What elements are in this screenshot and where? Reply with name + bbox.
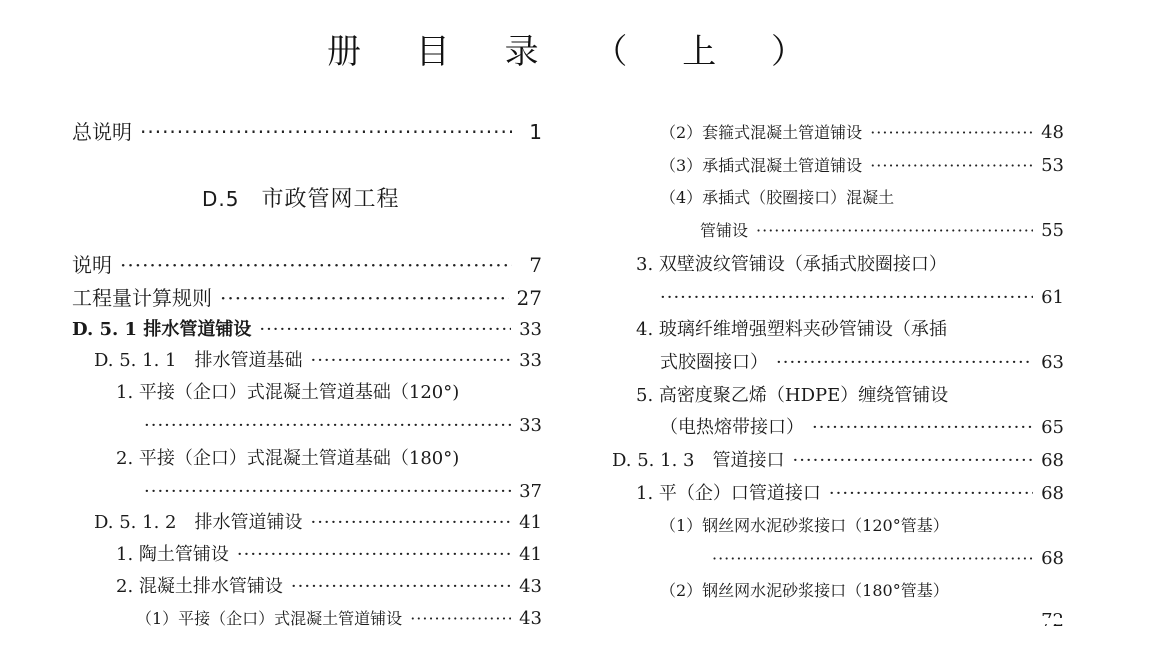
toc-entry-text: （2）钢丝网水泥砂浆接口（180°管基） [660,581,949,600]
toc-entry-text: （电热熔带接口） [660,417,804,438]
toc-leader-dots [144,477,511,507]
toc-page-number: 41 [519,512,542,533]
toc-page-number: 43 [519,608,542,629]
toc-leader-dots [259,315,511,345]
toc-entry-notes [72,250,542,280]
toc-entry-text: D. 5. 1. 1 排水管道基础 [94,350,303,371]
toc-entry-d513 [612,446,1064,476]
toc-entry-flat-joint-interface [636,479,1064,509]
toc-page-number: 33 [519,319,542,340]
toc-page-number: 1 [529,120,542,144]
toc-entry-mesh-120 [660,511,1064,541]
toc-page-number: 33 [519,415,542,436]
section-code: D.5 [202,187,240,211]
toc-entry-text: 2. 平接（企口）式混凝土管道基础（180°) [116,448,460,469]
toc-leader-dots [310,346,511,376]
toc-page-number: 68 [1041,548,1064,569]
toc-entry-text: D. 5. 1 排水管道铺设 [72,319,252,340]
toc-entry-text: D. 5. 1. 3 管道接口 [612,450,785,471]
toc-leader-dots [220,283,509,313]
toc-leader-dots [829,479,1033,509]
toc-leader-dots [870,151,1033,181]
toc-entry-concrete-pipe [116,572,542,602]
toc-entry-text: D. 5. 1. 2 排水管道铺设 [94,512,303,533]
toc-page-number: 55 [1041,220,1064,241]
toc-leader-dots [660,283,1033,313]
toc-entry-sleeve [660,118,1064,148]
toc-entry-base-180-page [116,477,542,507]
toc-leader-dots [410,604,511,634]
section-title: 市政管网工程 [261,187,400,212]
toc-entry-text: 说明 [72,253,112,277]
section-heading [202,182,502,213]
toc-entry-d51 [72,315,542,345]
toc-entry-flat-joint [136,604,542,634]
toc-leader-dots [144,411,511,441]
toc-entry-base-180 [116,444,542,474]
toc-entry-text: 1. 平（企）口管道接口 [636,483,821,504]
toc-entry-d512 [94,508,542,538]
toc-entry-base-120-page [116,411,542,441]
toc-entry-text: 2. 混凝土排水管铺设 [116,576,283,597]
toc-entry-text: 1. 陶土管铺设 [116,544,229,565]
toc-entry-text: 4. 玻璃纤维增强塑料夹砂管铺设（承插 [636,319,947,340]
toc-entry-hdpe-2 [660,413,1064,443]
toc-leader-dots [870,118,1033,148]
toc-leader-dots [140,117,512,147]
toc-page-number: 63 [1041,352,1064,373]
toc-entry-text: （2）套箍式混凝土管道铺设 [660,123,863,142]
toc-entry-general-notes [72,117,542,147]
toc-page-number: 65 [1041,417,1064,438]
toc-entry-d511 [94,346,542,376]
toc-page-number: 27 [516,286,542,310]
toc-page-number: 68 [1041,483,1064,504]
toc-entry-socket [660,151,1064,181]
toc-entry-hdpe [636,381,1064,411]
toc-entry-grp-pipe [636,315,1064,345]
toc-page-number: 7 [529,253,542,277]
toc-entry-rules [72,283,542,313]
toc-entry-text: 式胶圈接口） [660,352,768,373]
toc-leader-dots [291,572,511,602]
toc-entry-clay-pipe [116,540,542,570]
toc-entry-rubber-ring [660,183,1064,213]
toc-entry-mesh-120-page [712,544,1064,574]
toc-entry-text: 工程量计算规则 [72,286,212,310]
toc-entry-text: 1. 平接（企口）式混凝土管道基础（120°) [116,382,460,403]
toc-page-number: 68 [1041,450,1064,471]
toc-entry-text: 总说明 [72,120,132,144]
toc-entry-double-wall [636,250,1064,280]
toc-leader-dots [776,348,1033,378]
scan-crop-edge [612,618,1072,624]
toc-page-number: 37 [519,481,542,502]
toc-entry-text: （1）钢丝网水泥砂浆接口（120°管基） [660,516,949,535]
toc-entry-text: 管铺设 [700,221,749,240]
toc-page-number: 61 [1041,287,1064,308]
toc-leader-dots [756,216,1033,246]
toc-leader-dots [812,413,1033,443]
toc-entry-base-120 [116,378,542,408]
toc-leader-dots [120,250,512,280]
toc-page-number: 41 [519,544,542,565]
toc-page-number: 43 [519,576,542,597]
toc-page-number: 33 [519,350,542,371]
toc-entry-text: （4）承插式（胶圈接口）混凝土 [660,188,895,207]
toc-page-number: 48 [1041,122,1064,143]
toc-entry-mesh-180 [660,576,1064,606]
toc-entry-text: 5. 高密度聚乙烯（HDPE）缠绕管铺设 [636,385,949,406]
toc-entry-double-wall-page [660,283,1064,313]
toc-leader-dots [237,540,511,570]
toc-entry-text: （3）承插式混凝土管道铺设 [660,156,863,175]
toc-leader-dots [310,508,511,538]
toc-entry-rubber-ring-2 [700,216,1064,246]
toc-entry-text: （1）平接（企口）式混凝土管道铺设 [136,609,403,628]
toc-leader-dots [792,446,1033,476]
toc-leader-dots [712,544,1033,574]
toc-entry-text: 3. 双壁波纹管铺设（承插式胶圈接口） [636,254,947,275]
toc-entry-grp-pipe-2 [660,348,1064,378]
toc-page-number: 53 [1041,155,1064,176]
page-title: 册 目 录 （ 上 ） [326,32,828,72]
